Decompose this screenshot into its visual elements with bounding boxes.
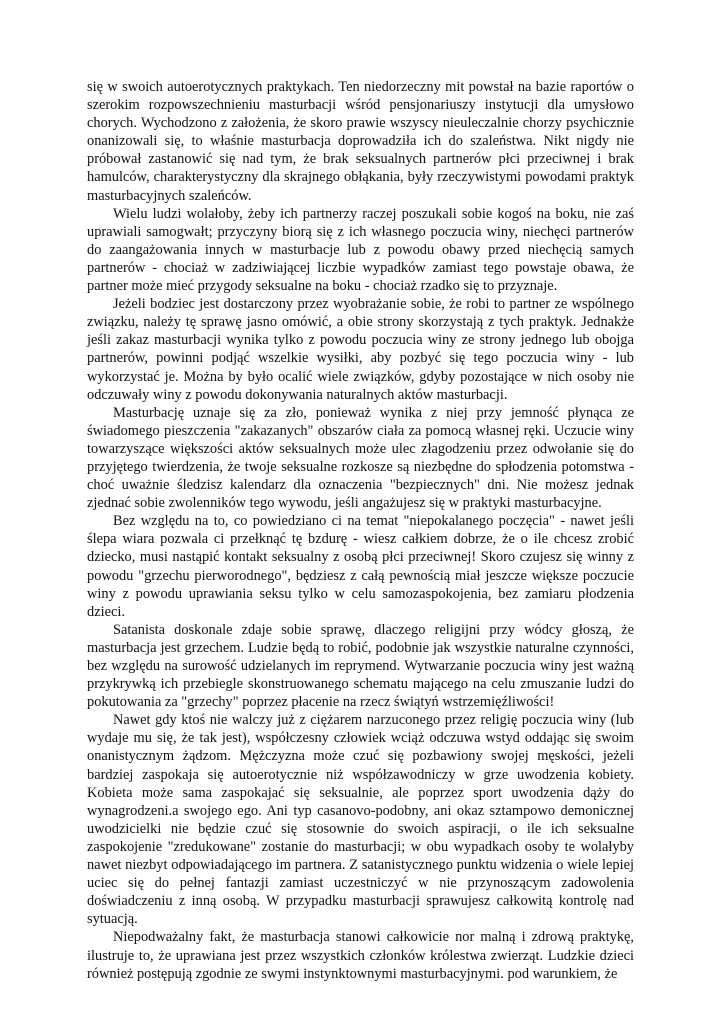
paragraph-8: Niepodważalny fakt, że masturbacja stanowi całkowicie nor malną i zdrową praktykę, ilustruje to, że uprawiana jest przez wszystkich członków królestwa zwierząt. Ludzkie dzieci również postępują zgodnie ze swymi instynktownymi masturbacyjnymi. pod warunkiem, że	[87, 929, 634, 982]
paragraph-3: Jeżeli bodziec jest dostarczony przez wyobrażanie sobie, że robi to partner ze wspólnego związku, należy tę sprawę jasno omówić, a obie strony skorzystają z tych praktyk. Jednakże jeśli zakaz masturbacji wynika tylko z powodu poczucia winy ze strony jednego lub obojga partnerów, powinni podjąć wszelkie wysiłki, aby pozbyć się tego poczucia winy - lub wykorzystać je. Można by było ocalić wiele związków, gdyby pozostające w nich osoby nie odczuwały winy z powodu dokonywania naturalnych aktów masturbacji.	[87, 296, 634, 403]
paragraph-2: Wielu ludzi wolałoby, żeby ich partnerzy raczej poszukali sobie kogoś na boku, nie zaś uprawiali samogwałt; przyczyny biorą się z ich własnego poczucia winy, niechęci partnerów do zaangażowania innych w masturbacje lub z powodu obawy przed niechęcią samych partnerów - chociaż w zadziwiającej liczbie wypadków zamiast tego powstaje obawa, że partner może mieć przygody seksualne na boku - chociaż rzadko się to przyznaje.	[87, 205, 634, 295]
document-page	[87, 78, 634, 983]
paragraph-1: się w swoich autoerotycznych praktykach. Ten niedorzeczny mit powstał na bazie raportów o szerokim rozpowszechnieniu masturbacji wśród pensjonariuszy instytucji dla umysłowo chorych. Wychodzono z założenia, że skoro prawie wszyscy nieuleczalnie chorzy psychicznie onanizowali się, to właśnie masturbacja doprowadziła ich do szaleństwa. Nikt nigdy nie próbował zastanowić się nad tym, że brak seksualnych partnerów płci przeciwnej i brak hamulców, charakterystyczny dla skrajnego obłąkania, były rzeczywistymi powodami praktyk masturbacyjnych szaleńców.	[87, 79, 634, 204]
paragraph-4: Masturbację uznaje się za zło, ponieważ wynika z niej przy jemność płynąca ze świadomego pieszczenia "zakazanych" obszarów ciała za pomocą własnej ręki. Uczucie winy towarzyszące większości aktów seksualnych może ulec złagodzeniu przez odwołanie się do przyjętego twierdzenia, że twoje seksualne rozkosze są niezbędne do spłodzenia potomstwa - choć uważnie śledzisz kalendarz dla oznaczenia "bezpiecznych" dni. Nie możesz jednak zjednać sobie zwolenników tego wywodu, jeśli angażujesz się w praktyki masturbacyjne.	[87, 404, 634, 512]
paragraph-7: Nawet gdy ktoś nie walczy już z ciężarem narzuconego przez religię poczucia winy (lub wydaje mu się, że tak jest), współczesny człowiek wciąż odczuwa wstyd oddając się swoim onanistycznym żądzom. Mężczyzna może czuć się pozbawiony swojej męskości, jeżeli bardziej zaspokaja się autoerotycznie niż współzawodniczy w grze uwodzenia kobiety. Kobieta może sama zaspokajać się seksualnie, ale poprzez sport uwodzenia dąży do wynagrodzeni.a swojego ego. Ani typ casanovo-podobny, ani okaz sztampowo demonicznej uwodzicielki nie będzie czuć się stosownie do swoich aspiracji, o ile ich seksualne zaspokojenie "zredukowane" zostanie do masturbacji; w obu wypadkach osoby te wolałyby nawet niezbyt odpowiadającego im partnera. Z satanistycznego punktu widzenia o wiele lepiej uciec się do pełnej fantazji zamiast uczestniczyć w nie przynoszącym zadowolenia doświadczeniu z inną osobą. W przypadku masturbacji sprawujesz całkowitą kontrolę nad sytuacją.	[87, 712, 634, 928]
paragraph-6: Satanista doskonale zdaje sobie sprawę, dlaczego religijni przy wódcy głoszą, że masturbacja jest grzechem. Ludzie będą to robić, podobnie jak wszystkie naturalne czynności, bez względu na surowość udzielanych im reprymend. Wytwarzanie poczucia winy jest ważną przykrywką ich przebiegle skonstruowanego schematu mającego na celu zmuszanie ludzi do pokutowania za "grzechy" poprzez płacenie na rzecz świątyń wstrzemięźliwości!	[87, 621, 634, 711]
paragraph-5: Bez względu na to, co powiedziano ci na temat "niepokalanego poczęcia" - nawet jeśli ślepa wiara pozwala ci przełknąć tę bzdurę - wiesz całkiem dobrze, że o ile chcesz zrobić dziecko, musi nastąpić kontakt seksualny z osobą płci przeciwnej! Skoro czujesz się winny z powodu "grzechu pierworodnego", będziesz z całą pewnością miał jeszcze większe poczucie winy z powodu uprawiania seksu tylko w celu samozaspokojenia, bez zamiaru płodzenia dzieci.	[87, 513, 634, 620]
